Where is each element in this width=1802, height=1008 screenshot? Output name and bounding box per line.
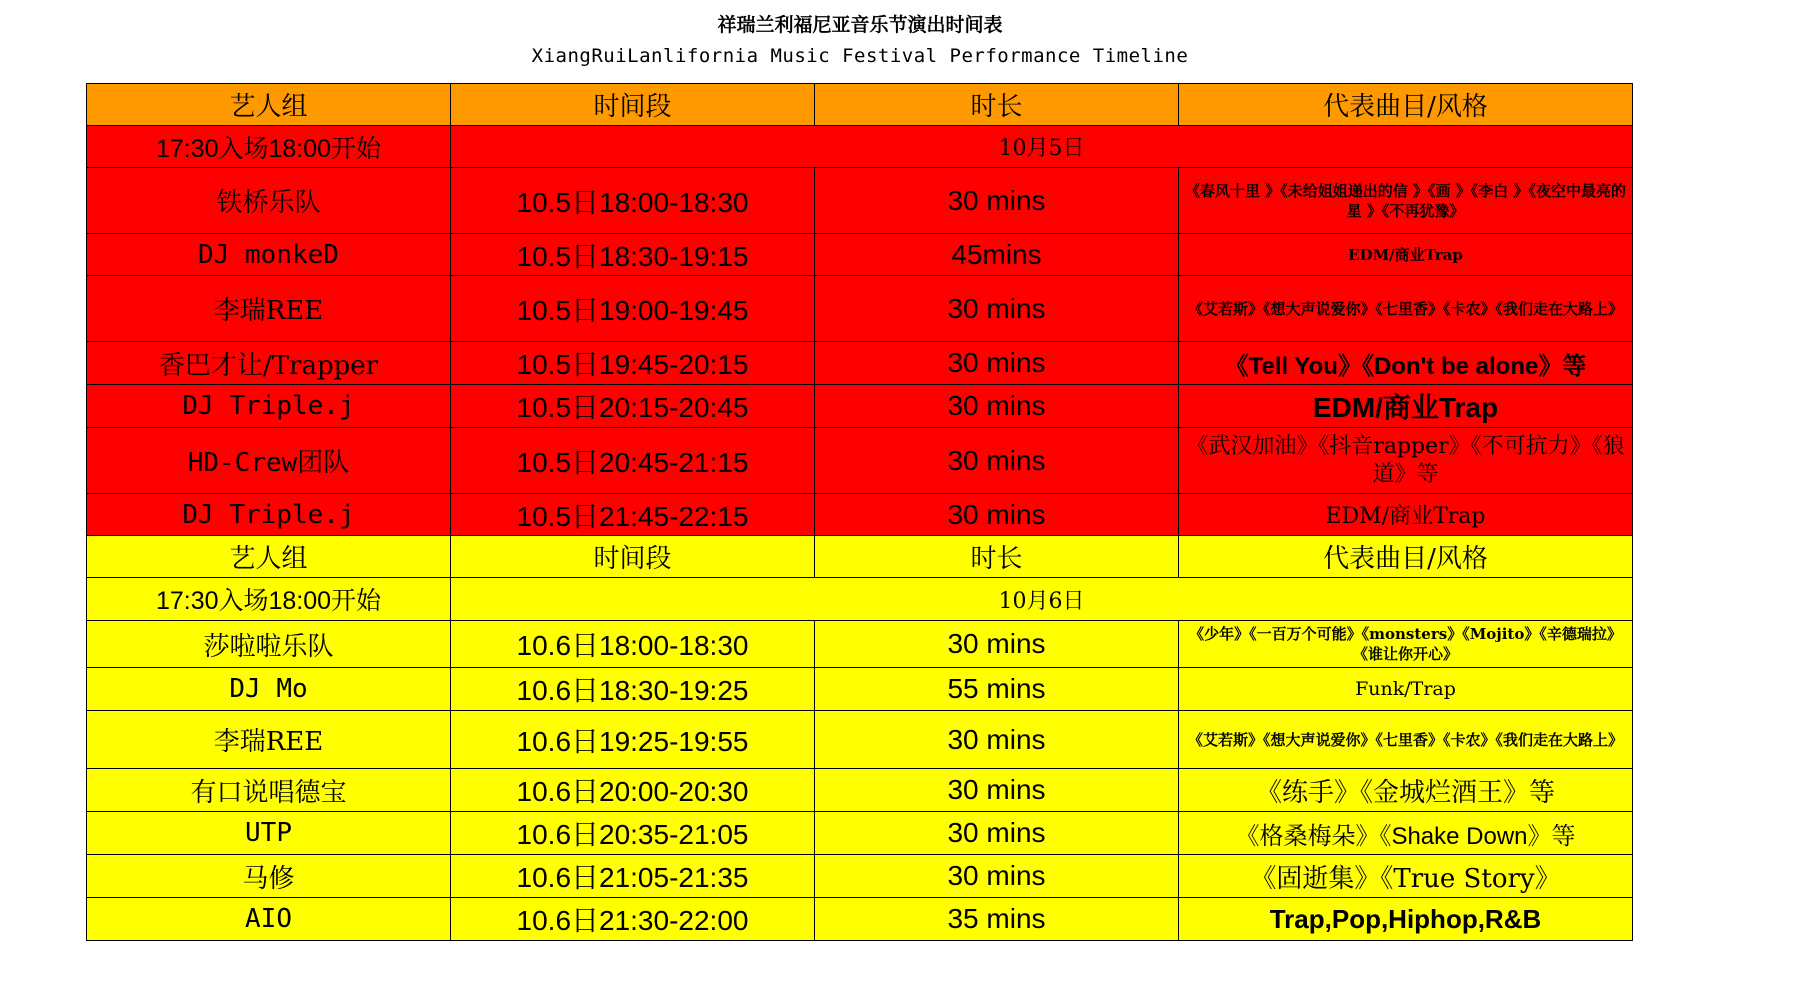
header-works: 代表曲目/风格 <box>1179 84 1633 126</box>
works-cell: Funk/Trap <box>1179 668 1633 711</box>
works-cell: 《春风十里 》《未给姐姐递出的信 》《画 》《李白 》《夜空中最亮的星 》《不再犹豫》 <box>1179 168 1633 234</box>
artist-cell: DJ Mo <box>87 668 451 711</box>
time-cell: 10.5日21:45-22:15 <box>451 494 815 536</box>
duration-cell: 30 mins <box>815 494 1179 536</box>
table-row <box>87 168 1633 234</box>
time-cell: 10.6日21:05-21:35 <box>451 855 815 898</box>
artist-cell: AIO <box>87 898 451 941</box>
table-row <box>87 812 1633 855</box>
header-works: 代表曲目/风格 <box>1179 536 1633 578</box>
time-cell: 10.5日20:45-21:15 <box>451 428 815 494</box>
artist-cell: 有口说唱德宝 <box>87 769 451 812</box>
time-cell: 10.6日18:00-18:30 <box>451 621 815 668</box>
day2-date: 10月6日 <box>451 578 1633 621</box>
duration-cell: 30 mins <box>815 621 1179 668</box>
artist-cell: 李瑞REE <box>87 276 451 342</box>
artist-cell: 马修 <box>87 855 451 898</box>
duration-cell: 35 mins <box>815 898 1179 941</box>
table-row <box>87 621 1633 668</box>
duration-cell: 55 mins <box>815 668 1179 711</box>
works-cell: 《格桑梅朵》《Shake Down》等 <box>1179 812 1633 855</box>
header-duration: 时长 <box>815 536 1179 578</box>
time-cell: 10.5日19:45-20:15 <box>451 342 815 385</box>
works-cell: 《武汉加油》《抖音rapper》《不可抗力》《狼道》等 <box>1179 428 1633 494</box>
header-artist: 艺人组 <box>87 84 451 126</box>
duration-cell: 30 mins <box>815 769 1179 812</box>
artist-cell: 莎啦啦乐队 <box>87 621 451 668</box>
works-cell: 《艾若斯》《想大声说爱你》《七里香》《卡农》《我们走在大路上》 <box>1179 276 1633 342</box>
artist-cell: 铁桥乐队 <box>87 168 451 234</box>
works-cell: 《艾若斯》《想大声说爱你》《七里香》《卡农》《我们走在大路上》 <box>1179 711 1633 769</box>
time-cell: 10.6日21:30-22:00 <box>451 898 815 941</box>
artist-cell: DJ Triple.j <box>87 494 451 536</box>
header-time: 时间段 <box>451 84 815 126</box>
day2-entry: 17:30入场18:00开始 <box>87 578 451 621</box>
works-cell: 《少年》《一百万个可能》《monsters》《Mojito》《辛德瑞拉》《谁让你开心》 <box>1179 621 1633 668</box>
artist-cell: DJ monkeD <box>87 234 451 276</box>
table-row <box>87 711 1633 769</box>
works-cell: 《练手》《金城烂酒王》等 <box>1179 769 1633 812</box>
time-cell: 10.6日20:35-21:05 <box>451 812 815 855</box>
table-row <box>87 668 1633 711</box>
time-cell: 10.5日20:15-20:45 <box>451 385 815 428</box>
works-cell: EDM/商业Trap <box>1179 385 1633 428</box>
page-title-zh: 祥瑞兰利福尼亚音乐节演出时间表 <box>717 14 1003 36</box>
table-row <box>87 769 1633 812</box>
page-title-en: XiangRuiLanlifornia Music Festival Performance Timeline <box>531 45 1189 67</box>
table-row <box>87 385 1633 428</box>
time-cell: 10.5日19:00-19:45 <box>451 276 815 342</box>
duration-cell: 30 mins <box>815 168 1179 234</box>
header-row-day1 <box>87 84 1633 126</box>
duration-cell: 30 mins <box>815 342 1179 385</box>
time-cell: 10.6日20:00-20:30 <box>451 769 815 812</box>
works-cell: 《Tell You》《Don't be alone》等 <box>1179 342 1633 385</box>
duration-cell: 30 mins <box>815 711 1179 769</box>
duration-cell: 30 mins <box>815 276 1179 342</box>
day2-info-row <box>87 578 1633 621</box>
table-row <box>87 428 1633 494</box>
timeline-table <box>86 83 1633 941</box>
artist-cell: 李瑞REE <box>87 711 451 769</box>
table-row <box>87 342 1633 385</box>
table-row <box>87 276 1633 342</box>
works-cell: 《固逝集》《True Story》 <box>1179 855 1633 898</box>
day1-date: 10月5日 <box>451 126 1633 168</box>
artist-cell: DJ Triple.j <box>87 385 451 428</box>
day1-entry: 17:30入场18:00开始 <box>87 126 451 168</box>
header-artist: 艺人组 <box>87 536 451 578</box>
duration-cell: 45mins <box>815 234 1179 276</box>
header-time: 时间段 <box>451 536 815 578</box>
duration-cell: 30 mins <box>815 385 1179 428</box>
time-cell: 10.5日18:30-19:15 <box>451 234 815 276</box>
duration-cell: 30 mins <box>815 855 1179 898</box>
works-cell: Trap,Pop,Hiphop,R&B <box>1179 898 1633 941</box>
artist-cell: HD-Crew团队 <box>87 428 451 494</box>
day1-info-row <box>87 126 1633 168</box>
time-cell: 10.5日18:00-18:30 <box>451 168 815 234</box>
artist-cell: 香巴才让/Trapper <box>87 342 451 385</box>
table-row <box>87 855 1633 898</box>
artist-cell: UTP <box>87 812 451 855</box>
duration-cell: 30 mins <box>815 428 1179 494</box>
table-row <box>87 494 1633 536</box>
header-duration: 时长 <box>815 84 1179 126</box>
time-cell: 10.6日18:30-19:25 <box>451 668 815 711</box>
time-cell: 10.6日19:25-19:55 <box>451 711 815 769</box>
works-cell: EDM/商业Trap <box>1179 494 1633 536</box>
header-row-day2 <box>87 536 1633 578</box>
table-row <box>87 234 1633 276</box>
duration-cell: 30 mins <box>815 812 1179 855</box>
table-row <box>87 898 1633 941</box>
works-cell: EDM/商业Trap <box>1179 234 1633 276</box>
